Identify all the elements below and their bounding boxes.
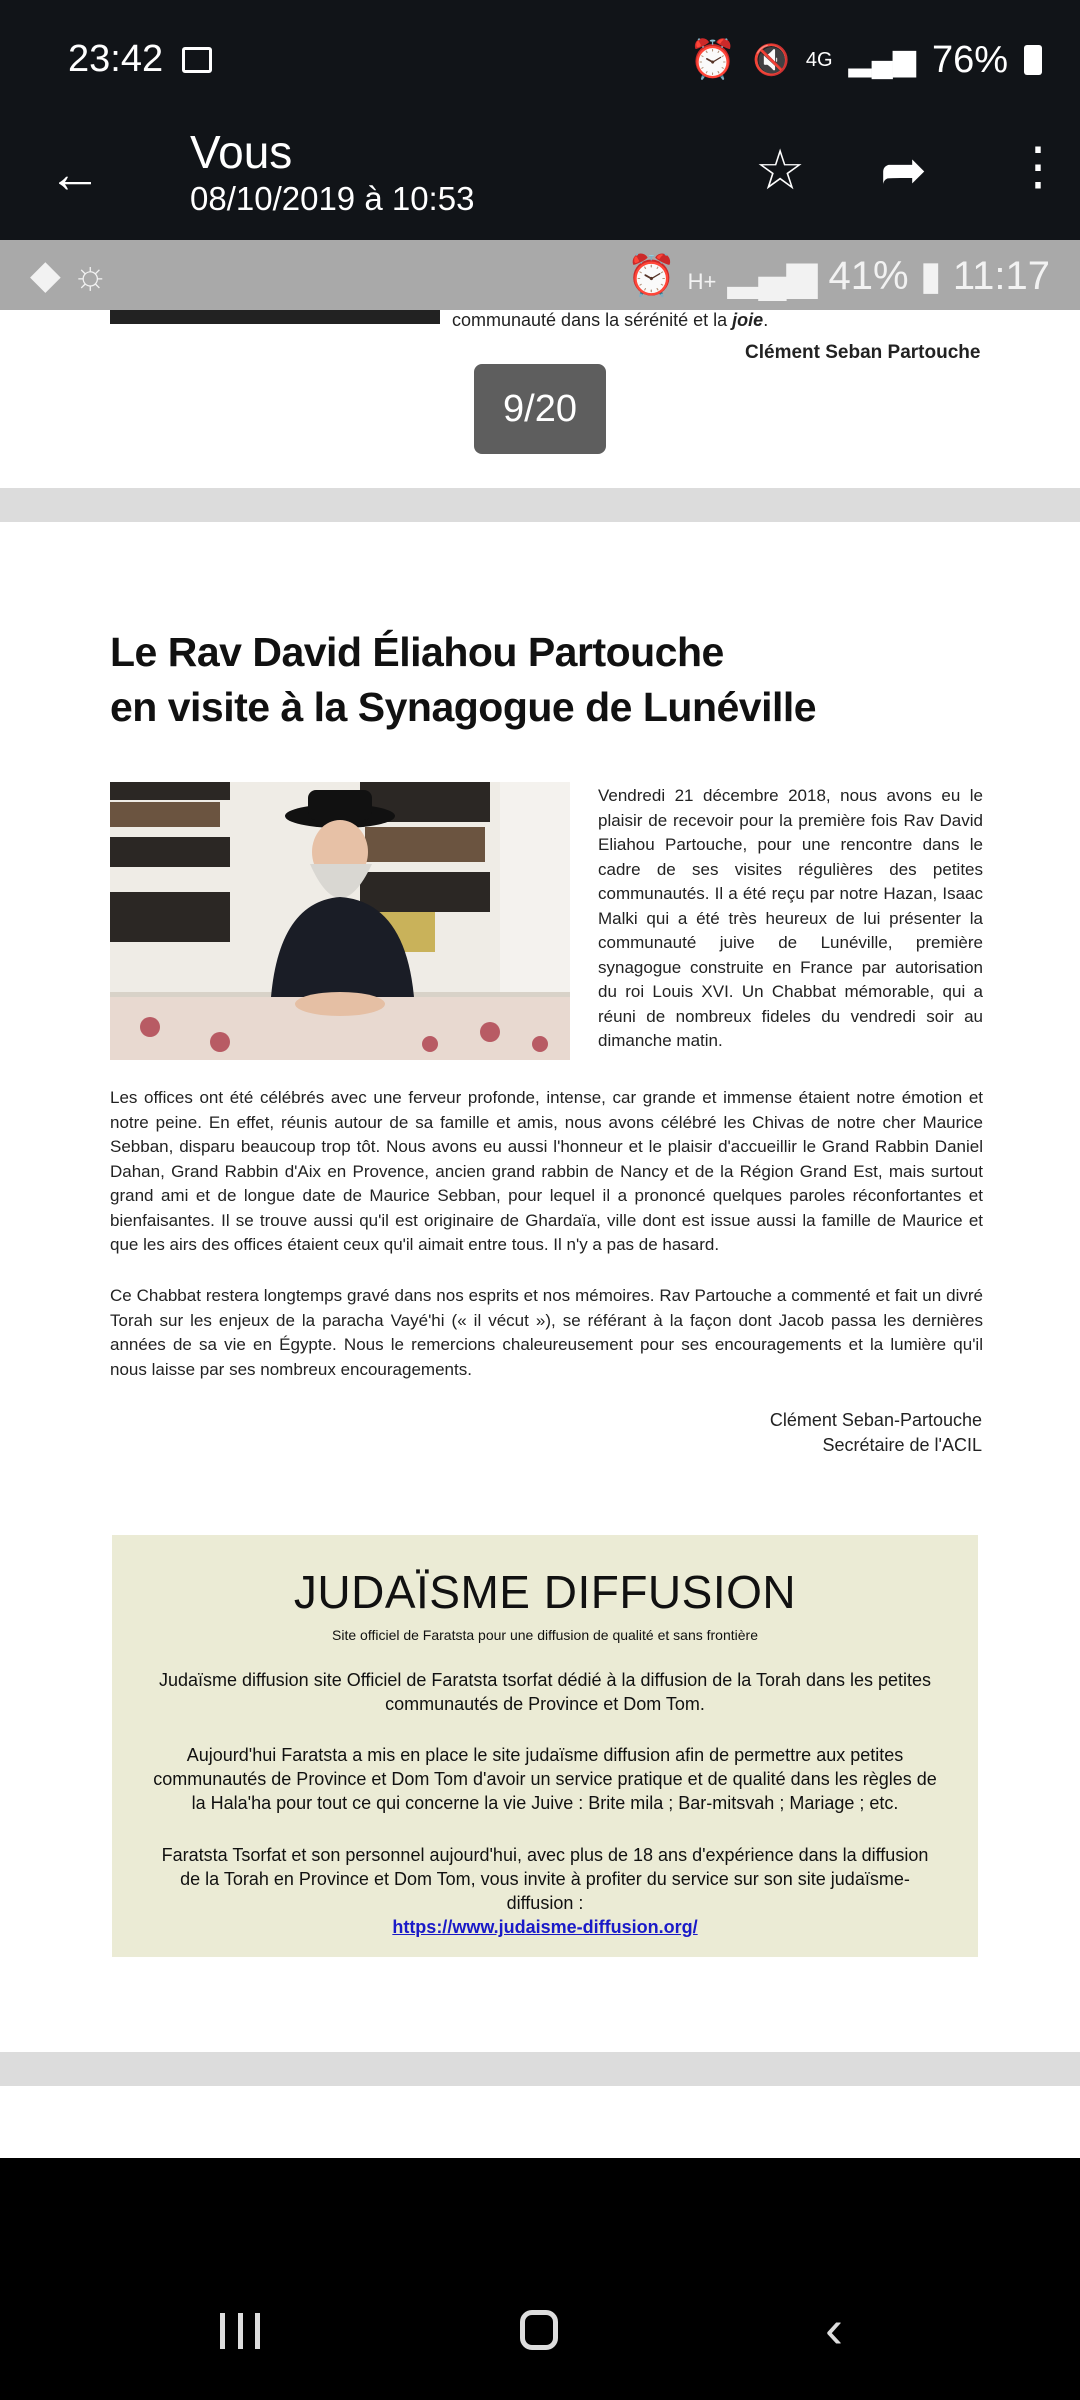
article-paragraph-1: Vendredi 21 décembre 2018, nous avons eu le plaisir de recevoir pour la première fois Rav David Eliahou Partouche, pour une rencontre dans le cadre de ses visites régulières des petites communautés. Il a été reçu par notre Hazan, Isaac Malki qui a été très heureux de lui présenter la communauté juive de Lunéville, première synagogue construite en France par autorisation du roi Louis XVI. Un Chabbat mémorable, qui a réuni de nombreux fideles du vendredi soir au dimanche matin. — [598, 786, 983, 1050]
navigation-bar — [0, 2158, 1080, 2400]
network-type: 4G — [805, 48, 833, 71]
judaisme-diffusion-ad — [112, 1535, 978, 1957]
ad-link[interactable]: https://www.judaisme-diffusion.org/ — [392, 1917, 698, 1937]
back-icon[interactable]: ← — [48, 144, 102, 204]
alarm-icon: ⏰ — [689, 39, 737, 81]
ad-text-3: Faratsta Tsorfat et son personnel aujourd'hui, avec plus de 18 ans d'expérience dans la diffusion de la Torah en Province et Dom Tom, vous invite à profiter du service sur son site judaïsme-diffusion : https://www.judaisme-diffusion.org/ — [161, 1845, 929, 1937]
article-signature: Clément Seban-Partouche Secrétaire de l'ACIL — [769, 1410, 982, 1455]
article-title: Le Rav David Éliahou Partouche en visite à la Synagogue de Lunéville — [110, 629, 817, 730]
article-paragraph-2: Les offices ont été célébrés avec une ferveur profonde, intense, car grande et immense étaient notre émotion et notre peine. En effet, réunis autour de sa famille et amis, nous avons célébré les Chivas de notre cher Maurice Sebban, disparu beaucoup trop tôt. Nous avons eu aussi l'honneur et le plaisir d'accueillir le Grand Rabbin Daniel Dahan, Grand Rabbin d'Aix en Provence, ancien grand rabbin de Nancy et de la Région Grand Est, mais surtout grand ami et de longue date de Maurice Sebban, pour lequel il a prononcé quelques paroles réconfortantes et bienfaisantes. Il se trouve aussi qu'il est originaire de Ghardaïa, ville dont est issue aussi la famille de Maurice et que les airs des offices étaient ceux qu'il aimait entre tous. Il n'y a pas de hasard. — [110, 1088, 983, 1254]
gallery-notification-icon — [182, 47, 212, 73]
ad-text-2: Aujourd'hui Faratsta a mis en place le site judaïsme diffusion afin de permettre aux petites communautés de Province et Dom Tom d'avoir un service pratique et de qualité dans les règles de la Hala'ha pour tout ce qui concerne la vie Juive : Brite mila ; Bar-mitsvah ; Mariage ; etc. — [153, 1745, 937, 1813]
ad-text-1: Judaïsme diffusion site Officiel de Faratsta tsorfat dédié à la diffusion de la Torah dans les petites communautés de Province et Dom Tom. — [158, 1670, 932, 1714]
status-bar — [0, 0, 1080, 125]
ad-heading: JUDAÏSME DIFFUSION — [293, 1566, 797, 1618]
page-indicator: 9/20 — [474, 364, 606, 454]
page-separator-bottom — [0, 2052, 1080, 2086]
embedded-alarm-icon: ⏰ — [626, 254, 677, 298]
embedded-battery-icon: ▮ — [919, 254, 942, 298]
status-time: 23:42 — [68, 38, 164, 80]
previous-page-photo — [110, 310, 440, 324]
battery-level: 76% — [931, 38, 1008, 81]
embedded-battery-level: 41% — [828, 254, 909, 298]
embedded-signal-icon: ▂▄▆ — [727, 254, 818, 298]
embedded-network-type: H+ — [687, 269, 717, 294]
status-icons — [689, 38, 1042, 82]
article-paragraph-3: Ce Chabbat restera longtemps gravé dans nos esprits et nos mémoires. Rav Partouche a commenté et fait un divré Torah sur les enjeux de la paracha Vayé'hi (« il vécut »), se référant à la façon dont Jacob passa les dernières années de sa vie en Égypte. Nous le remercions chaleureusement pour ses encouragements et la lumière qu'il nous laisse par ses nombreux encouragements. — [110, 1286, 983, 1379]
nav-back-icon[interactable]: ‹ — [825, 2299, 843, 2359]
share-icon[interactable]: ➦ — [880, 138, 927, 201]
message-date: 08/10/2019 à 10:53 — [190, 180, 475, 217]
recent-apps-icon[interactable] — [220, 2313, 260, 2349]
star-icon[interactable]: ☆ — [755, 138, 806, 201]
battery-icon — [1024, 45, 1042, 75]
sender-title: Vous — [190, 126, 293, 178]
embedded-time: 11:17 — [952, 254, 1050, 298]
embedded-app-icons: ◆ ☼ — [30, 253, 109, 297]
previous-page-text: communauté dans la sérénité et la joie. — [452, 310, 769, 330]
page-separator — [0, 488, 1080, 522]
embedded-status-right — [627, 252, 1050, 299]
previous-page-author: Clément Seban Partouche — [745, 342, 981, 363]
rabbi-photo — [110, 782, 570, 1060]
home-icon[interactable] — [520, 2310, 558, 2350]
embedded-status-bar — [0, 240, 1080, 310]
mute-icon: 🔇 — [752, 43, 790, 77]
app-bar — [0, 125, 1080, 240]
ad-subheading: Site officiel de Faratsta pour une diffusion de qualité et sans frontière — [332, 1627, 758, 1643]
image-viewer[interactable] — [0, 240, 1080, 2158]
signal-icon: ▂▄▆ — [848, 43, 916, 77]
more-vert-icon[interactable]: ⋮ — [1012, 138, 1064, 196]
